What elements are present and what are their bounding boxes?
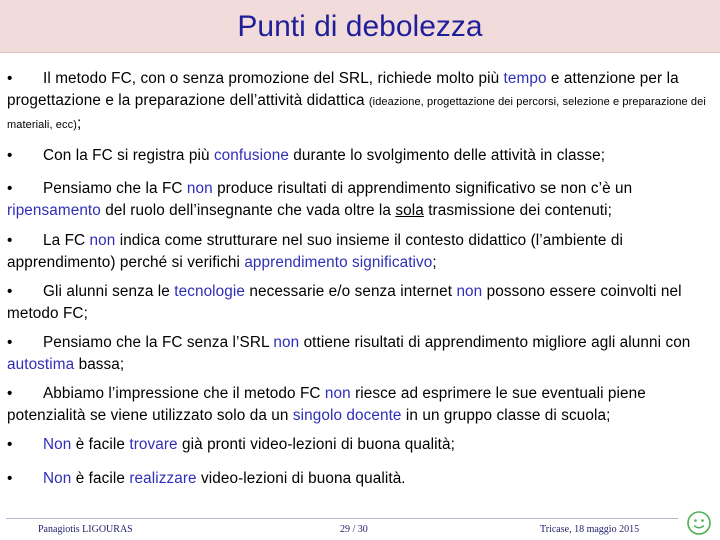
bullet-marker: • bbox=[7, 180, 13, 197]
bullet-marker: • bbox=[7, 385, 13, 402]
bullet-7: • Abbiamo l’impressione che il metodo FC non riesce ad esprimere le sue eventuali piene potenzialità se viene utilizzato solo da un singolo docente in un gruppo classe di scuola; bbox=[7, 385, 646, 424]
bullet-4: • La FC non indica come strutturare nel suo insieme il contesto didattico (l’ambiente di apprendimento) perché si verifichi apprendimento significativo; bbox=[7, 232, 623, 271]
footer-page-number: 29 / 30 bbox=[340, 524, 368, 535]
slide-title: Punti di debolezza bbox=[237, 10, 483, 43]
bullet-marker: • bbox=[7, 70, 13, 87]
bullet-3: • Pensiamo che la FC non produce risultati di apprendimento significativo se non c’è un ripensamento del ruolo dell’insegnante che vada oltre la sola trasmissione dei contenuti; bbox=[7, 180, 633, 219]
bullet-5: • Gli alunni senza le tecnologie necessarie e/o senza internet non possono essere coinvolti nel metodo FC; bbox=[7, 283, 682, 322]
bullet-6: • Pensiamo che la FC senza l’SRL non ottiene risultati di apprendimento migliore agli alunni con autostima bassa; bbox=[7, 334, 691, 373]
bullet-8: • Non è facile trovare già pronti video-lezioni di buona qualità; bbox=[7, 434, 713, 456]
bullet-marker: • bbox=[7, 232, 13, 249]
bullet-marker: • bbox=[7, 334, 13, 351]
footer-author: Panagiotis LIGOURAS bbox=[38, 524, 133, 535]
footer-date: Tricase, 18 maggio 2015 bbox=[540, 524, 640, 535]
bullet-9: • Non è facile realizzare video-lezioni di buona qualità. bbox=[7, 468, 713, 490]
footer bbox=[0, 518, 720, 540]
bullet-marker: • bbox=[7, 283, 13, 300]
bullet-2: • Con la FC si registra più confusione durante lo svolgimento delle attività in classe; bbox=[7, 145, 713, 167]
footer-divider bbox=[6, 518, 678, 519]
bullet-marker: • bbox=[7, 147, 13, 164]
bullet-marker: • bbox=[7, 470, 13, 487]
bullet-marker: • bbox=[7, 436, 13, 453]
bullet-1: • Il metodo FC, con o senza promozione del SRL, richiede molto più tempo e attenzione per la progettazione e la preparazione dell’attività didattica (ideazione, progettazione dei percorsi, selezione e preparazione dei materiali, ecc); bbox=[7, 70, 706, 132]
smiley-icon bbox=[686, 510, 712, 536]
